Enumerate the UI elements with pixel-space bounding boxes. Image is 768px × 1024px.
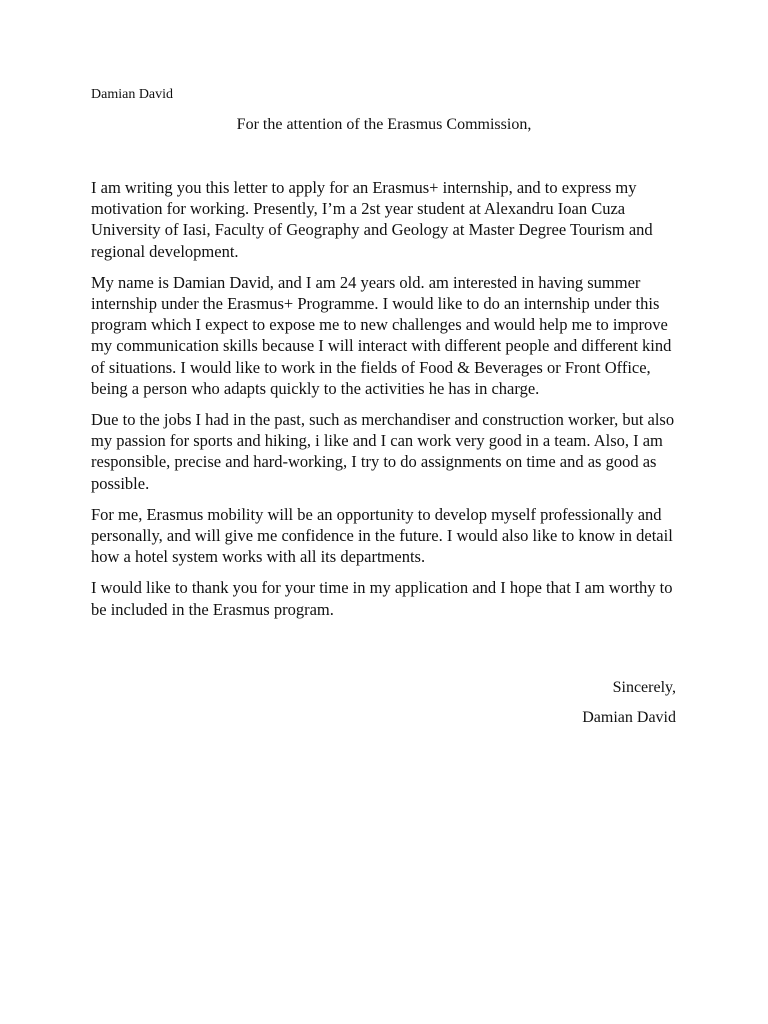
- salutation: For the attention of the Erasmus Commission,: [236, 116, 532, 133]
- letter-body: [91, 177, 681, 630]
- paragraph-experience: Due to the jobs I had in the past, such as merchandiser and construction worker, but also my passion for sports and hiking, i like and I can work very good in a team. Also, I am responsible, precise and hard-working, I try to do assignments on time and as good as possible.: [91, 410, 675, 493]
- paragraph-intro: I am writing you this letter to apply for an Erasmus+ internship, and to express my motivation for working. Presently, I’m a 2st year student at Alexandru Ioan Cuza University of Iasi, Faculty of Geography and Geology at Master Degree Tourism and regional development.: [91, 178, 653, 261]
- signature-name: Damian David: [582, 709, 676, 726]
- closing-phrase: Sincerely,: [612, 679, 676, 696]
- sender-name: Damian David: [91, 87, 174, 102]
- paragraph-motivation: For me, Erasmus mobility will be an opportunity to develop myself professionally and personally, and will give me confidence in the future. I would also like to know in detail how a hotel system works with all its departments.: [91, 504, 673, 567]
- paragraph-about: My name is Damian David, and I am 24 years old. am interested in having summer internship under the Erasmus+ Programme. I would like to do an internship under this program which I expect to expose me to new challenges and would help me to improve my communication skills because I will interact with different people and different kind of situations. I would like to work in the fields of Food & Beverages or Front Office, being a person who adapts quickly to the activities he has in charge.: [91, 272, 672, 398]
- closing-block: [582, 678, 676, 728]
- paragraph-thanks: I would like to thank you for your time in my application and I hope that I am worthy to be included in the Erasmus program.: [91, 578, 673, 619]
